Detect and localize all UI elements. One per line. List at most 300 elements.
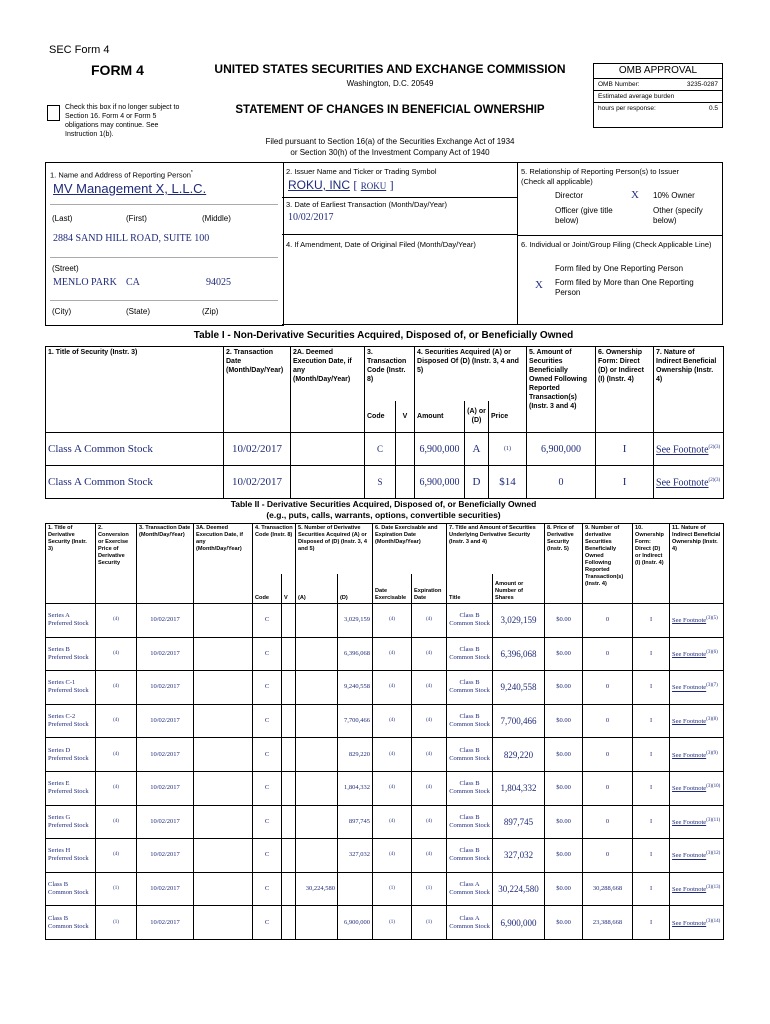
t2-r3-utitle: Class B Common Stock [447,704,493,738]
t2-r7-a [296,839,338,873]
table-row [46,433,724,466]
t2-r7-nature: See Footnote$^{(3)(12)}$ [670,839,724,873]
t2-r3-date: 10/02/2017 [137,704,194,738]
t1-h-v: V [396,401,415,433]
t2-r8-d [338,872,373,906]
t2-r4-d: 829,220 [338,738,373,772]
table-row [46,704,724,738]
t2-h-deemed: 3A. Deemed Execution Date, if any (Month/Day/Year) [194,524,253,604]
t2-r9-form: I [633,906,670,940]
box6-label: 6. Individual or Joint/Group Filing (Check Applicable Line) [521,240,712,249]
t2-r7-code: C [253,839,282,873]
t2-r8-price: $0.00 [545,872,583,906]
t2-r8-deemed [194,872,253,906]
t2-r6-a [296,805,338,839]
t2-r9-owned: 23,388,668 [583,906,633,940]
t2-r1-d: 6,396,068 [338,637,373,671]
see-footnote-link[interactable]: See Footnote [672,617,707,625]
t2-r1-conv: (4) [96,637,137,671]
more-than-one-label: Form filed by More than One Reporting Person [555,278,694,297]
t2-h-conv: 2. Conversion or Exercise Price of Derivative Security [96,524,137,604]
t1-r0-nature: See Footnote$^{(2)(3)}$ [654,433,724,466]
t2-r5-code: C [253,771,282,805]
t2-r5-deemed [194,771,253,805]
see-footnote-link[interactable]: See Footnote [656,477,709,489]
t2-r8-conv: (1) [96,872,137,906]
t2-r7-ex: (4) [373,839,412,873]
t1-r1-v [396,466,415,499]
t2-h-date: 3. Transaction Date (Month/Day/Year) [137,524,194,604]
t2-r7-v [282,839,296,873]
t2-r7-deemed [194,839,253,873]
table-row [46,466,724,499]
state-label: (State) [126,307,151,316]
t2-r1-a [296,637,338,671]
t2-r9-price: $0.00 [545,906,583,940]
t2-h-nature: 11. Nature of Indirect Beneficial Ownership (Instr. 4) [670,524,724,604]
first-label: (First) [126,214,147,223]
t2-r1-exp: (4) [412,637,447,671]
t2-r0-ex: (4) [373,604,412,638]
t2-r0-price: $0.00 [545,604,583,638]
t2-r3-deemed [194,704,253,738]
t2-r1-price: $0.00 [545,637,583,671]
ticker-bracket-open: [ [353,178,358,192]
t2-h-exercisable: 6. Date Exercisable and Expiration Date (Month/Day/Year) [373,524,447,574]
filed-pursuant-line-1: Filed pursuant to Section 16(a) of the Securities Exchange Act of 1934 [265,137,515,146]
t2-r1-date: 10/02/2017 [137,637,194,671]
t2-r6-exp: (4) [412,805,447,839]
t1-r0-form: I [596,433,654,466]
t2-r5-v [282,771,296,805]
commission-title: UNITED STATES SECURITIES AND EXCHANGE COMMISSION [214,62,566,76]
t1-r1-date: 10/02/2017 [224,466,291,499]
ticker-bracket-close: ] [389,178,394,192]
t2-r2-d: 9,240,558 [338,671,373,705]
t2-r7-uamount: 327,032 [493,839,545,873]
table-row [46,604,724,638]
t2-r3-owned: 0 [583,704,633,738]
t2-r3-ex: (4) [373,704,412,738]
see-footnote-link[interactable]: See Footnote [672,852,707,860]
t2-h-d: (D) [338,574,373,604]
t1-h-code: 3. Transaction Code (Instr. 8) [365,347,415,401]
t2-r7-price: $0.00 [545,839,583,873]
t2-r5-date: 10/02/2017 [137,771,194,805]
t2-r1-title: Series B Preferred Stock [46,637,96,671]
t2-r2-owned: 0 [583,671,633,705]
t2-r7-title: Series H Preferred Stock [46,839,96,873]
t2-r1-nature: See Footnote$^{(3)(6)}$ [670,637,724,671]
t2-r4-owned: 0 [583,738,633,772]
t2-r9-ex: (1) [373,906,412,940]
t2-r0-uamount: 3,029,159 [493,604,545,638]
t2-r0-v [282,604,296,638]
issuer-row [288,178,394,193]
box3-value: 10/02/2017 [288,212,334,223]
t2-r6-v [282,805,296,839]
t2-r2-title: Series C-1 Preferred Stock [46,671,96,705]
box6-filing [517,234,723,325]
t2-r5-a [296,771,338,805]
box1-label: 1. Name and Address of Reporting Person* [50,170,193,180]
see-footnote-link[interactable]: See Footnote [672,650,707,658]
t2-r7-form: I [633,839,670,873]
city-label: (City) [52,307,72,316]
t2-r0-utitle: Class B Common Stock [447,604,493,638]
t1-r1-ad: D [465,466,489,499]
t2-r3-exp: (4) [412,704,447,738]
table2 [45,523,724,940]
t2-r0-conv: (4) [96,604,137,638]
table-row [46,805,724,839]
reporting-person-name-link[interactable]: MV Management X, L.L.C. [53,181,207,196]
t2-r2-date: 10/02/2017 [137,671,194,705]
t1-r1-form: I [596,466,654,499]
t2-r7-d: 327,032 [338,839,373,873]
t2-r7-owned: 0 [583,839,633,873]
state-value: CA [126,277,140,288]
t2-r9-v [282,906,296,940]
t2-r1-utitle: Class B Common Stock [447,637,493,671]
t1-r1-price: $14 [489,466,527,499]
t2-r8-uamount: 30,224,580 [493,872,545,906]
t2-r9-deemed [194,906,253,940]
t2-r8-utitle: Class A Common Stock [447,872,493,906]
t2-r4-uamount: 829,220 [493,738,545,772]
omb-number-label: OMB Number: [598,81,640,88]
omb-hours-label: hours per response: [598,105,656,112]
middle-label: (Middle) [202,214,231,223]
ten-percent-owner-mark[interactable]: X [631,189,639,201]
t2-r4-title: Series D Preferred Stock [46,738,96,772]
omb-number-value: 3235-0287 [686,81,718,88]
t1-r1-title: Class A Common Stock [46,466,224,499]
table2-title-block [45,499,722,521]
t2-r2-utitle: Class B Common Stock [447,671,493,705]
t2-r0-form: I [633,604,670,638]
director-label: Director [555,191,584,200]
t1-h-date: 2. Transaction Date (Month/Day/Year) [224,347,291,433]
box2-issuer [282,162,518,198]
t1-r0-amount: 6,900,000 [415,433,465,466]
t2-r5-form: I [633,771,670,805]
table1-title: Table I - Non-Derivative Securities Acquired, Disposed of, or Beneficially Owned [193,330,574,341]
t2-r0-deemed [194,604,253,638]
box4-amendment [282,234,518,325]
ten-percent-owner-label: 10% Owner [653,191,695,200]
one-reporting-person-label: Form filed by One Reporting Person [555,264,684,273]
t2-r4-code: C [253,738,282,772]
t2-r4-v [282,738,296,772]
omb-title: OMB APPROVAL [594,64,722,79]
t2-r8-exp: (1) [412,872,447,906]
t1-r0-code: C [365,433,396,466]
officer-label: Officer (give title below) [555,206,613,225]
table2-title: Table II - Derivative Securities Acquired, Disposed of, or Beneficially Owned [230,499,537,509]
t2-r8-date: 10/02/2017 [137,872,194,906]
t2-r0-a [296,604,338,638]
t2-r6-deemed [194,805,253,839]
t1-h-acquired: 4. Securities Acquired (A) or Disposed Of (D) (Instr. 3, 4 and 5) [415,347,527,401]
t2-r2-code: C [253,671,282,705]
t2-r8-v [282,872,296,906]
t2-r4-price: $0.00 [545,738,583,772]
t2-r3-price: $0.00 [545,704,583,738]
t2-r6-title: Series G Preferred Stock [46,805,96,839]
t2-r4-a [296,738,338,772]
table-row [46,671,724,705]
table1 [45,346,724,499]
t2-r6-nature: See Footnote$^{(3)(11)}$ [670,805,724,839]
t2-r2-form: I [633,671,670,705]
t2-r8-a: 30,224,580 [296,872,338,906]
see-footnote-link[interactable]: See Footnote [672,785,707,793]
t2-r3-uamount: 7,700,466 [493,704,545,738]
t2-r0-d: 3,029,159 [338,604,373,638]
street-value: 2884 SAND HILL ROAD, SUITE 100 [53,233,210,244]
t2-r9-uamount: 6,900,000 [493,906,545,940]
t1-h-amount-owned: 5. Amount of Securities Beneficially Owned Following Reported Transaction(s) (Instr. 3 and 4) [527,347,596,433]
t2-r8-owned: 30,288,668 [583,872,633,906]
t2-r2-deemed [194,671,253,705]
form-title: FORM 4 [91,62,144,78]
omb-hours-row [594,102,722,114]
t2-r2-price: $0.00 [545,671,583,705]
box2-label: 2. Issuer Name and Ticker or Trading Symbol [286,167,437,176]
t1-h-aord: (A) or (D) [465,401,489,433]
t2-r5-nature: See Footnote$^{(3)(10)}$ [670,771,724,805]
zip-value: 94025 [206,277,231,288]
t2-r8-code: C [253,872,282,906]
t2-r4-exp: (4) [412,738,447,772]
t2-r0-nature: See Footnote$^{(3)(5)}$ [670,604,724,638]
t2-r9-d: 6,900,000 [338,906,373,940]
t1-r0-deemed [291,433,365,466]
table-row [46,839,724,873]
table-row [46,738,724,772]
t2-r2-exp: (4) [412,671,447,705]
t2-r0-title: Series A Preferred Stock [46,604,96,638]
t1-r1-nature: See Footnote$^{(2)(3)}$ [654,466,724,499]
t2-r9-nature: See Footnote$^{(3)(14)}$ [670,906,724,940]
t2-r0-date: 10/02/2017 [137,604,194,638]
t2-r4-ex: (4) [373,738,412,772]
last-label: (Last) [52,214,73,223]
t1-r0-date: 10/02/2017 [224,433,291,466]
table-row [46,637,724,671]
box1-reporting-person [45,162,284,326]
t2-r1-deemed [194,637,253,671]
table-row [46,771,724,805]
t2-r7-date: 10/02/2017 [137,839,194,873]
t2-r5-ex: (4) [373,771,412,805]
t2-r5-exp: (4) [412,771,447,805]
other-label: Other (specify below) [653,206,703,225]
t1-r0-owned: 6,900,000 [527,433,596,466]
t1-h-nature: 7. Nature of Indirect Beneficial Ownership (Instr. 4) [654,347,724,433]
t2-r5-d: 1,804,332 [338,771,373,805]
t2-r1-form: I [633,637,670,671]
filed-pursuant-line-2: or Section 30(h) of the Investment Company Act of 1940 [290,148,490,157]
t1-r0-title: Class A Common Stock [46,433,224,466]
t2-r6-owned: 0 [583,805,633,839]
t1-r0-price: (1) [489,433,527,466]
t2-h-date-ex: Date Exercisable [373,574,412,604]
t1-r1-owned: 0 [527,466,596,499]
t2-h-uamount: Amount or Number of Shares [493,574,545,604]
t2-r3-v [282,704,296,738]
t1-r0-v [396,433,415,466]
omb-number-row [594,79,722,91]
t2-r6-uamount: 897,745 [493,805,545,839]
t2-r3-conv: (4) [96,704,137,738]
box5-relationship [517,162,723,236]
t2-r6-utitle: Class B Common Stock [447,805,493,839]
see-footnote-link[interactable]: See Footnote [672,818,707,826]
t2-h-code-sub: Code [253,574,282,604]
t1-h-code-sub: Code [365,401,396,433]
t2-r3-form: I [633,704,670,738]
t2-r0-code: C [253,604,282,638]
see-footnote-link[interactable]: See Footnote [672,886,707,894]
filed-pursuant [190,136,590,158]
t2-h-form: 10. Ownership Form: Direct (D) or Indirect (I) (Instr. 4) [633,524,670,604]
t2-r0-exp: (4) [412,604,447,638]
see-footnote-link[interactable]: See Footnote [672,684,707,692]
city-value: MENLO PARK [53,277,117,288]
sec-form-label: SEC Form 4 [49,44,110,56]
t2-r6-date: 10/02/2017 [137,805,194,839]
t2-h-underlying: 7. Title and Amount of Securities Underlying Derivative Security (Instr. 3 and 4) [447,524,545,574]
t2-r8-title: Class B Common Stock [46,872,96,906]
t2-r6-form: I [633,805,670,839]
t1-r0-ad: A [465,433,489,466]
issuer-name-link[interactable]: ROKU, INC [288,178,351,192]
omb-approval-box [593,63,723,128]
omb-burden-label: Estimated average burden [598,93,675,100]
t2-r3-d: 7,700,466 [338,704,373,738]
checkbox-text: Check this box if no longer subject to Section 16. Form 4 or Form 5 obligations may continue. See Instruction 1(b). [65,104,180,138]
omb-hours-value: 0.5 [708,105,718,112]
statement-title: STATEMENT OF CHANGES IN BENEFICIAL OWNERSHIP [235,104,545,116]
table2-body [46,604,724,940]
t2-r1-uamount: 6,396,068 [493,637,545,671]
see-footnote-link[interactable]: See Footnote [672,718,707,726]
t2-r5-uamount: 1,804,332 [493,771,545,805]
t1-h-deemed: 2A. Deemed Execution Date, if any (Month/Day/Year) [291,347,365,433]
t2-r2-ex: (4) [373,671,412,705]
t2-r5-owned: 0 [583,771,633,805]
t2-r4-date: 10/02/2017 [137,738,194,772]
t2-r3-title: Series C-2 Preferred Stock [46,704,96,738]
box3-earliest-date [282,196,518,235]
ticker-link[interactable]: ROKU [360,181,387,191]
no-longer-subject-checkbox[interactable] [47,105,60,121]
t2-r4-form: I [633,738,670,772]
see-footnote-link[interactable]: See Footnote [672,919,707,927]
table-row [46,906,724,940]
t2-r6-d: 897,745 [338,805,373,839]
box4-label: 4. If Amendment, Date of Original Filed (Month/Day/Year) [286,240,476,249]
see-footnote-link[interactable]: See Footnote [672,751,707,759]
t1-r1-deemed [291,466,365,499]
t1-r1-code: S [365,466,396,499]
t2-r1-v [282,637,296,671]
t2-h-owned: 9. Number of derivative Securities Beneficially Owned Following Reported Transaction(s) (Instr. 4) [583,524,633,604]
t2-h-exp: Expiration Date [412,574,447,604]
t2-r5-price: $0.00 [545,771,583,805]
t2-r1-code: C [253,637,282,671]
box3-label: 3. Date of Earliest Transaction (Month/Day/Year) [286,200,448,209]
t2-r4-conv: (4) [96,738,137,772]
t1-h-price: Price [489,401,527,433]
table-row [46,872,724,906]
t2-r0-owned: 0 [583,604,633,638]
box5-label: 5. Relationship of Reporting Person(s) to Issuer (Check all applicable) [521,167,679,186]
t2-r4-nature: See Footnote$^{(3)(9)}$ [670,738,724,772]
t2-r9-date: 10/02/2017 [137,906,194,940]
t2-h-utitle: Title [447,574,493,604]
more-than-one-mark[interactable]: X [535,279,543,291]
t2-h-number: 5. Number of Derivative Securities Acquired (A) or Disposed of (D) (Instr. 3, 4 and 5) [296,524,373,574]
t2-r2-v [282,671,296,705]
t2-r5-conv: (4) [96,771,137,805]
t2-h-price: 8. Price of Derivative Security (Instr. 5) [545,524,583,604]
t2-r1-ex: (4) [373,637,412,671]
t2-r2-conv: (4) [96,671,137,705]
t2-r3-a [296,704,338,738]
t2-r3-nature: See Footnote$^{(3)(8)}$ [670,704,724,738]
t2-r5-title: Series E Preferred Stock [46,771,96,805]
t2-h-code: 4. Transaction Code (Instr. 8) [253,524,296,574]
t2-h-v: V [282,574,296,604]
t2-r7-utitle: Class B Common Stock [447,839,493,873]
t2-r9-exp: (1) [412,906,447,940]
t2-r6-code: C [253,805,282,839]
t2-r3-code: C [253,704,282,738]
t2-r9-utitle: Class A Common Stock [447,906,493,940]
t2-h-title: 1. Title of Derivative Security (Instr. 3) [46,524,96,604]
t2-r8-ex: (1) [373,872,412,906]
t1-h-ownership-form: 6. Ownership Form: Direct (D) or Indirect (I) (Instr. 4) [596,347,654,433]
t2-r9-title: Class B Common Stock [46,906,96,940]
t2-r7-exp: (4) [412,839,447,873]
see-footnote-link[interactable]: See Footnote [656,444,709,456]
table2-subtitle: (e.g., puts, calls, warrants, options, convertible securities) [266,510,501,520]
t1-r1-amount: 6,900,000 [415,466,465,499]
t2-r8-nature: See Footnote$^{(3)(13)}$ [670,872,724,906]
t2-r1-owned: 0 [583,637,633,671]
t2-r6-price: $0.00 [545,805,583,839]
t2-r2-nature: See Footnote$^{(3)(7)}$ [670,671,724,705]
zip-label: (Zip) [202,307,219,316]
street-label: (Street) [52,264,79,273]
t1-h-title: 1. Title of Security (Instr. 3) [46,347,224,433]
t2-r4-deemed [194,738,253,772]
t2-r8-form: I [633,872,670,906]
t2-r9-conv: (1) [96,906,137,940]
t2-h-a: (A) [296,574,338,604]
t2-r2-a [296,671,338,705]
t2-r6-ex: (4) [373,805,412,839]
t2-r9-code: C [253,906,282,940]
t2-r6-conv: (4) [96,805,137,839]
t2-r7-conv: (4) [96,839,137,873]
t2-r9-a [296,906,338,940]
commission-city: Washington, D.C. 20549 [346,79,434,88]
t2-r5-utitle: Class B Common Stock [447,771,493,805]
